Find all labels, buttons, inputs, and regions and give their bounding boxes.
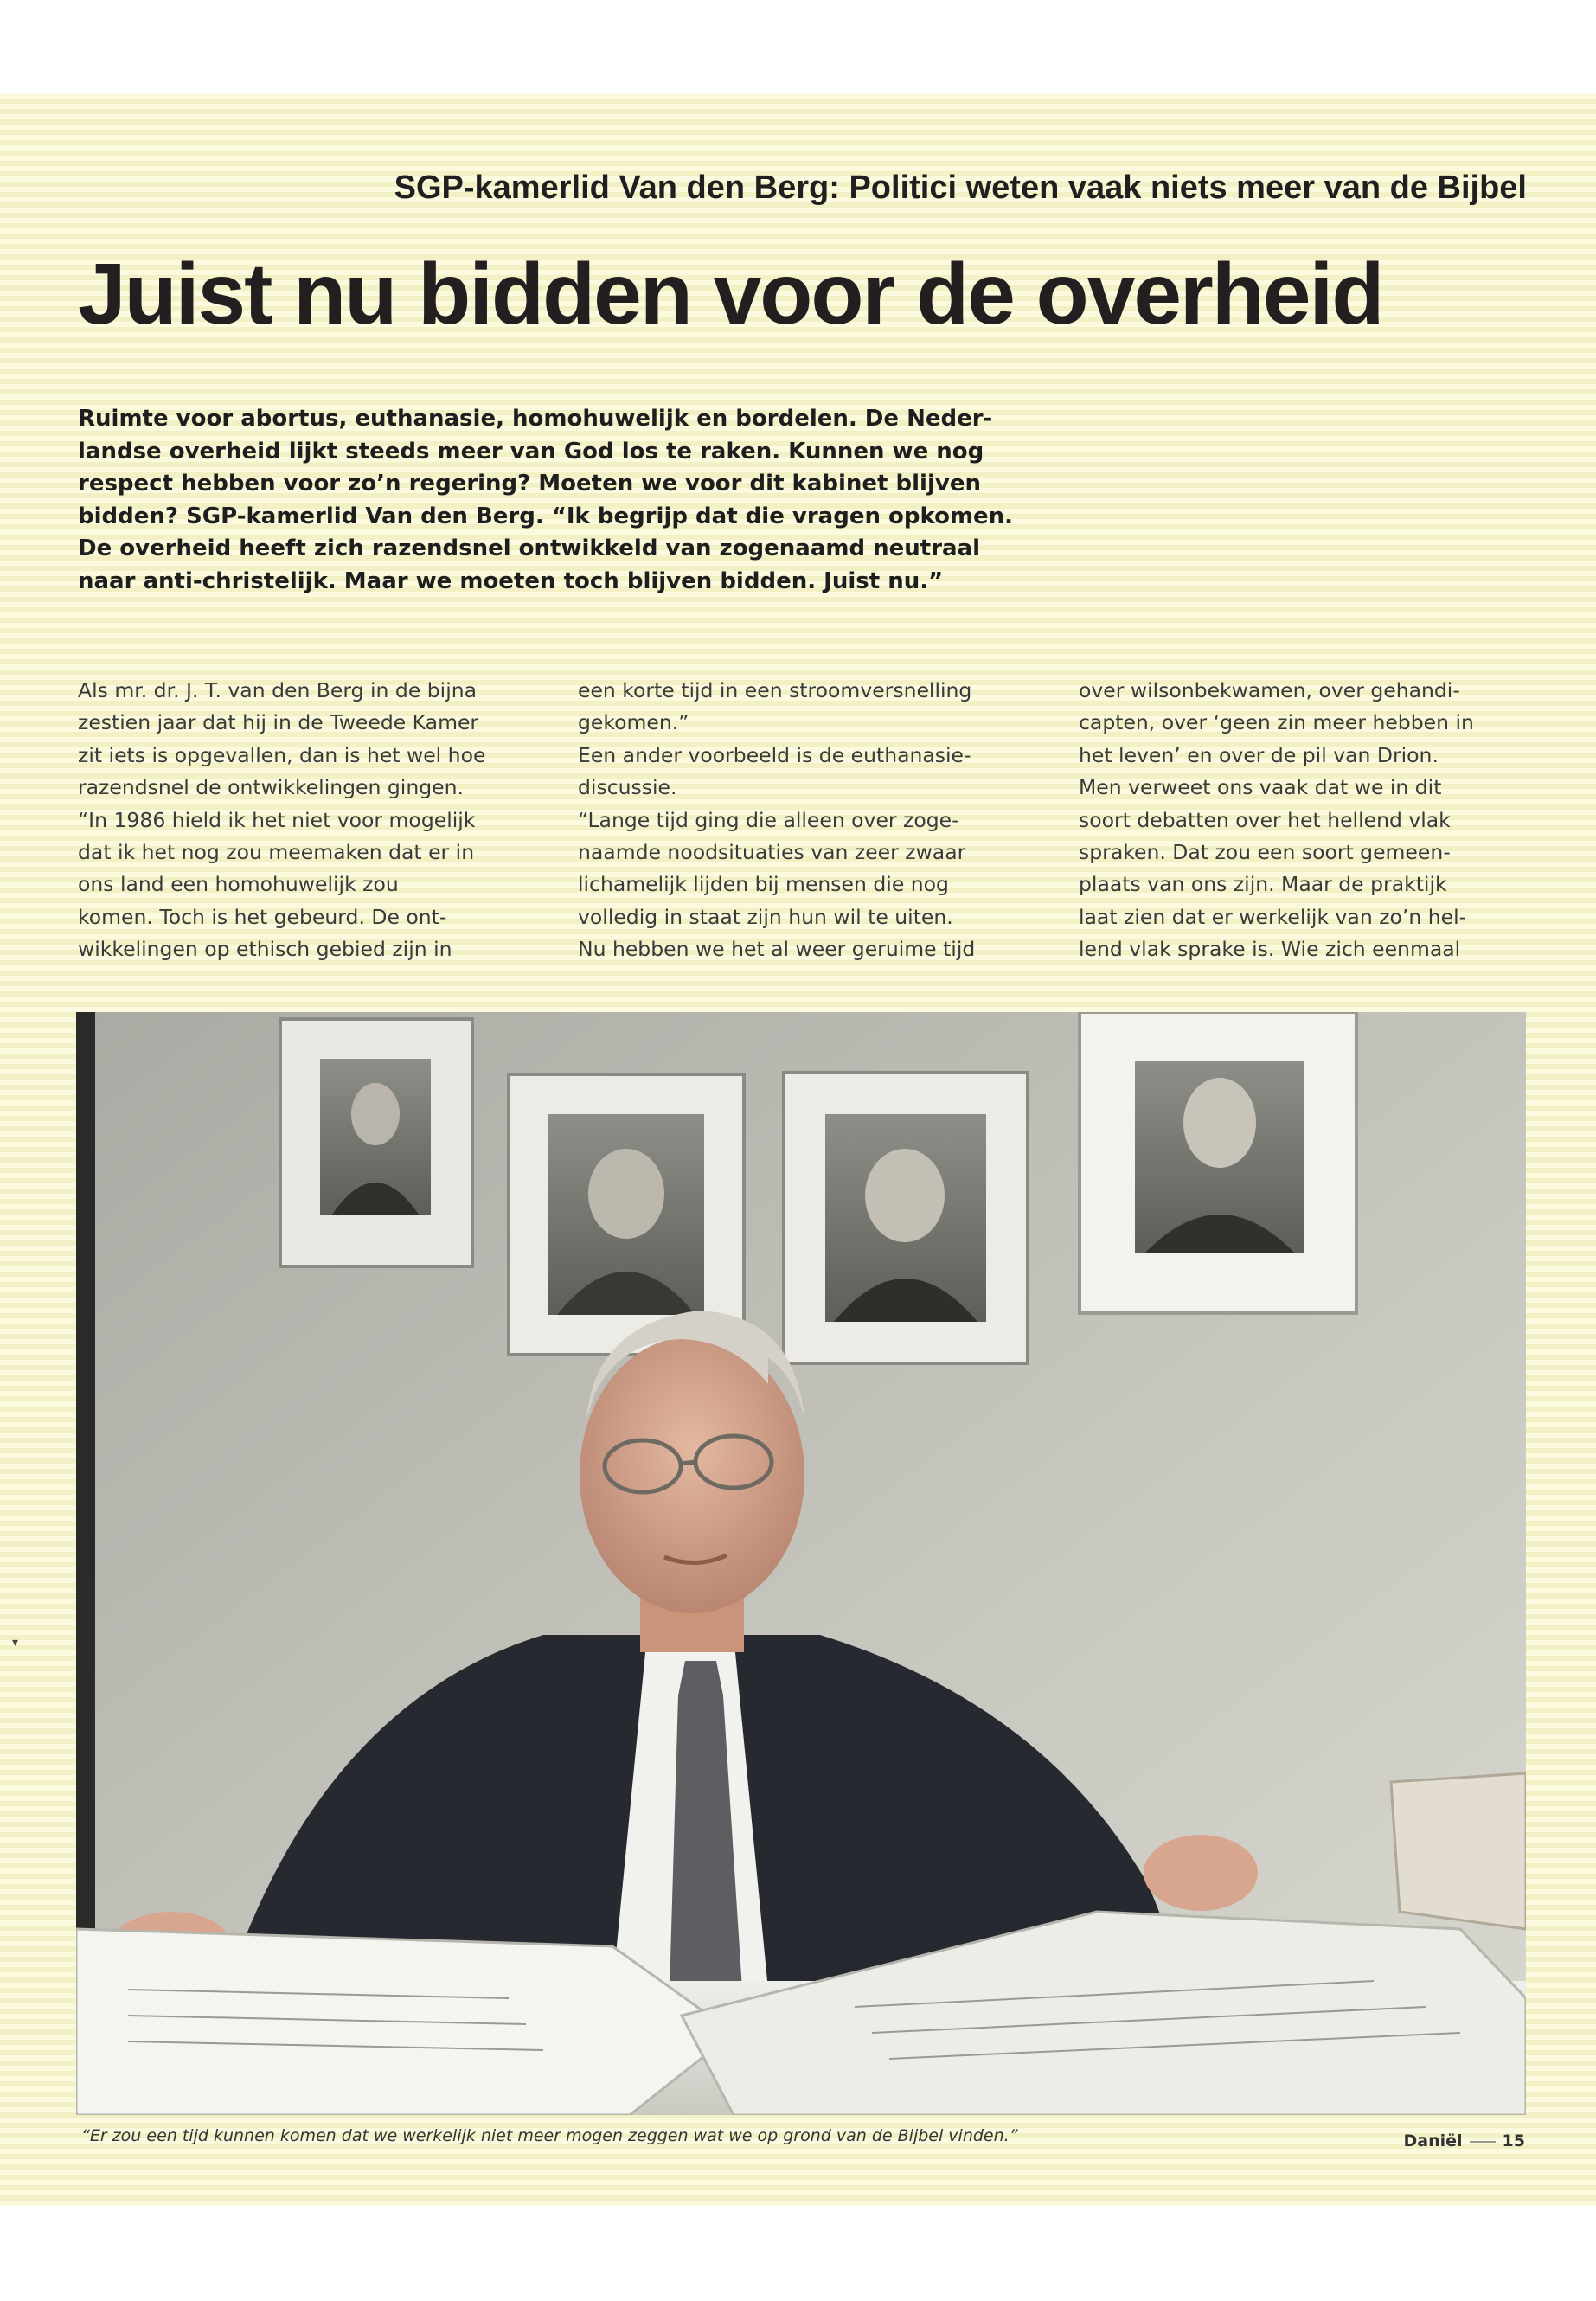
footer-divider: [1470, 2141, 1496, 2143]
magazine-page: [0, 93, 1596, 2206]
body-column-2: [578, 675, 1028, 966]
intro-line: bidden? SGP-kamerlid Van den Berg. “Ik begrijp dat die vragen opkomen.: [78, 503, 1014, 529]
portrait-frame-3: [784, 1073, 1028, 1363]
scan-mark: ▾: [12, 1635, 19, 1649]
portrait-frame-4: [1080, 1012, 1356, 1313]
article-photo: [76, 1012, 1526, 2115]
body-line: Nu hebben we het al weer geruime tijd: [578, 937, 976, 962]
body-line: zit iets is opgevallen, dan is het wel hoe: [78, 742, 486, 767]
body-line: soort debatten over het hellend vlak: [1079, 807, 1451, 832]
intro-line: respect hebben voor zo’n regering? Moeten we voor dit kabinet blijven: [78, 471, 981, 497]
article-kicker: SGP-kamerlid Van den Berg: Politici weten vaak niets meer van de Bijbel: [394, 170, 1527, 206]
body-column-1: [78, 675, 528, 966]
portrait-frame-1: [280, 1019, 472, 1266]
body-line: wikkelingen op ethisch gebied zijn in: [78, 937, 452, 962]
body-line: komen. Toch is het gebeurd. De ont-: [78, 904, 447, 929]
intro-line: landse overheid lijkt steeds meer van God los te raken. Kunnen we nog: [78, 438, 984, 465]
page-number: 15: [1502, 2131, 1525, 2150]
body-line: Men verweet ons vaak dat we in dit: [1079, 775, 1442, 800]
body-line: het leven’ en over de pil van Drion.: [1079, 742, 1439, 767]
body-line: “In 1986 hield ik het niet voor mogelijk: [78, 807, 476, 832]
body-column-3: [1079, 675, 1529, 966]
magazine-name: Daniël: [1403, 2131, 1463, 2150]
page-footer: [1404, 2131, 1525, 2150]
body-line: lichamelijk lijden bij mensen die nog: [578, 872, 949, 897]
body-line: lend vlak sprake is. Wie zich eenmaal: [1079, 937, 1461, 962]
body-line: ons land een homohuwelijk zou: [78, 872, 399, 897]
body-line: Als mr. dr. J. T. van den Berg in de bijna: [78, 678, 478, 702]
body-line: zestien jaar dat hij in de Tweede Kamer: [78, 710, 479, 735]
intro-line: Ruimte voor abortus, euthanasie, homohuwelijk en bordelen. De Neder-: [78, 406, 993, 432]
body-line: razendsnel de ontwikkelingen gingen.: [78, 775, 464, 800]
body-line: laat zien dat er werkelijk van zo’n hel-: [1079, 904, 1467, 929]
body-line: “Lange tijd ging die alleen over zoge-: [578, 807, 959, 832]
body-line: een korte tijd in een stroomversnelling: [578, 678, 972, 702]
body-line: Een ander voorbeeld is de euthanasie-: [578, 742, 971, 767]
right-hand: [1144, 1835, 1258, 1911]
intro-line: naar anti-christelijk. Maar we moeten toch blijven bidden. Juist nu.”: [78, 567, 944, 594]
body-line: capten, over ‘geen zin meer hebben in: [1079, 710, 1474, 735]
article-intro: [78, 403, 1029, 598]
body-line: plaats van ons zijn. Maar de praktijk: [1079, 872, 1447, 897]
newspaper-stack: [1391, 1773, 1526, 1929]
intro-line: De overheid heeft zich razendsnel ontwikkeld van zogenaamd neutraal: [78, 535, 981, 561]
head: [580, 1336, 804, 1613]
body-line: naamde noodsituaties van zeer zwaar: [578, 840, 966, 865]
body-line: discussie.: [578, 775, 677, 800]
body-line: spraken. Dat zou een soort gemeen-: [1079, 840, 1451, 865]
body-line: over wilsonbekwamen, over gehandi-: [1079, 678, 1460, 702]
body-line: gekomen.”: [578, 710, 689, 735]
body-line: volledig in staat zijn hun wil te uiten.: [578, 904, 953, 929]
article-headline: Juist nu bidden voor de overheid: [78, 246, 1383, 343]
body-line: dat ik het nog zou meemaken dat er in: [78, 840, 475, 865]
photo-caption: “Er zou een tijd kunnen komen dat we werkelijk niet meer mogen zeggen wat we op grond van de Bijbel vinden.”: [81, 2126, 1018, 2145]
